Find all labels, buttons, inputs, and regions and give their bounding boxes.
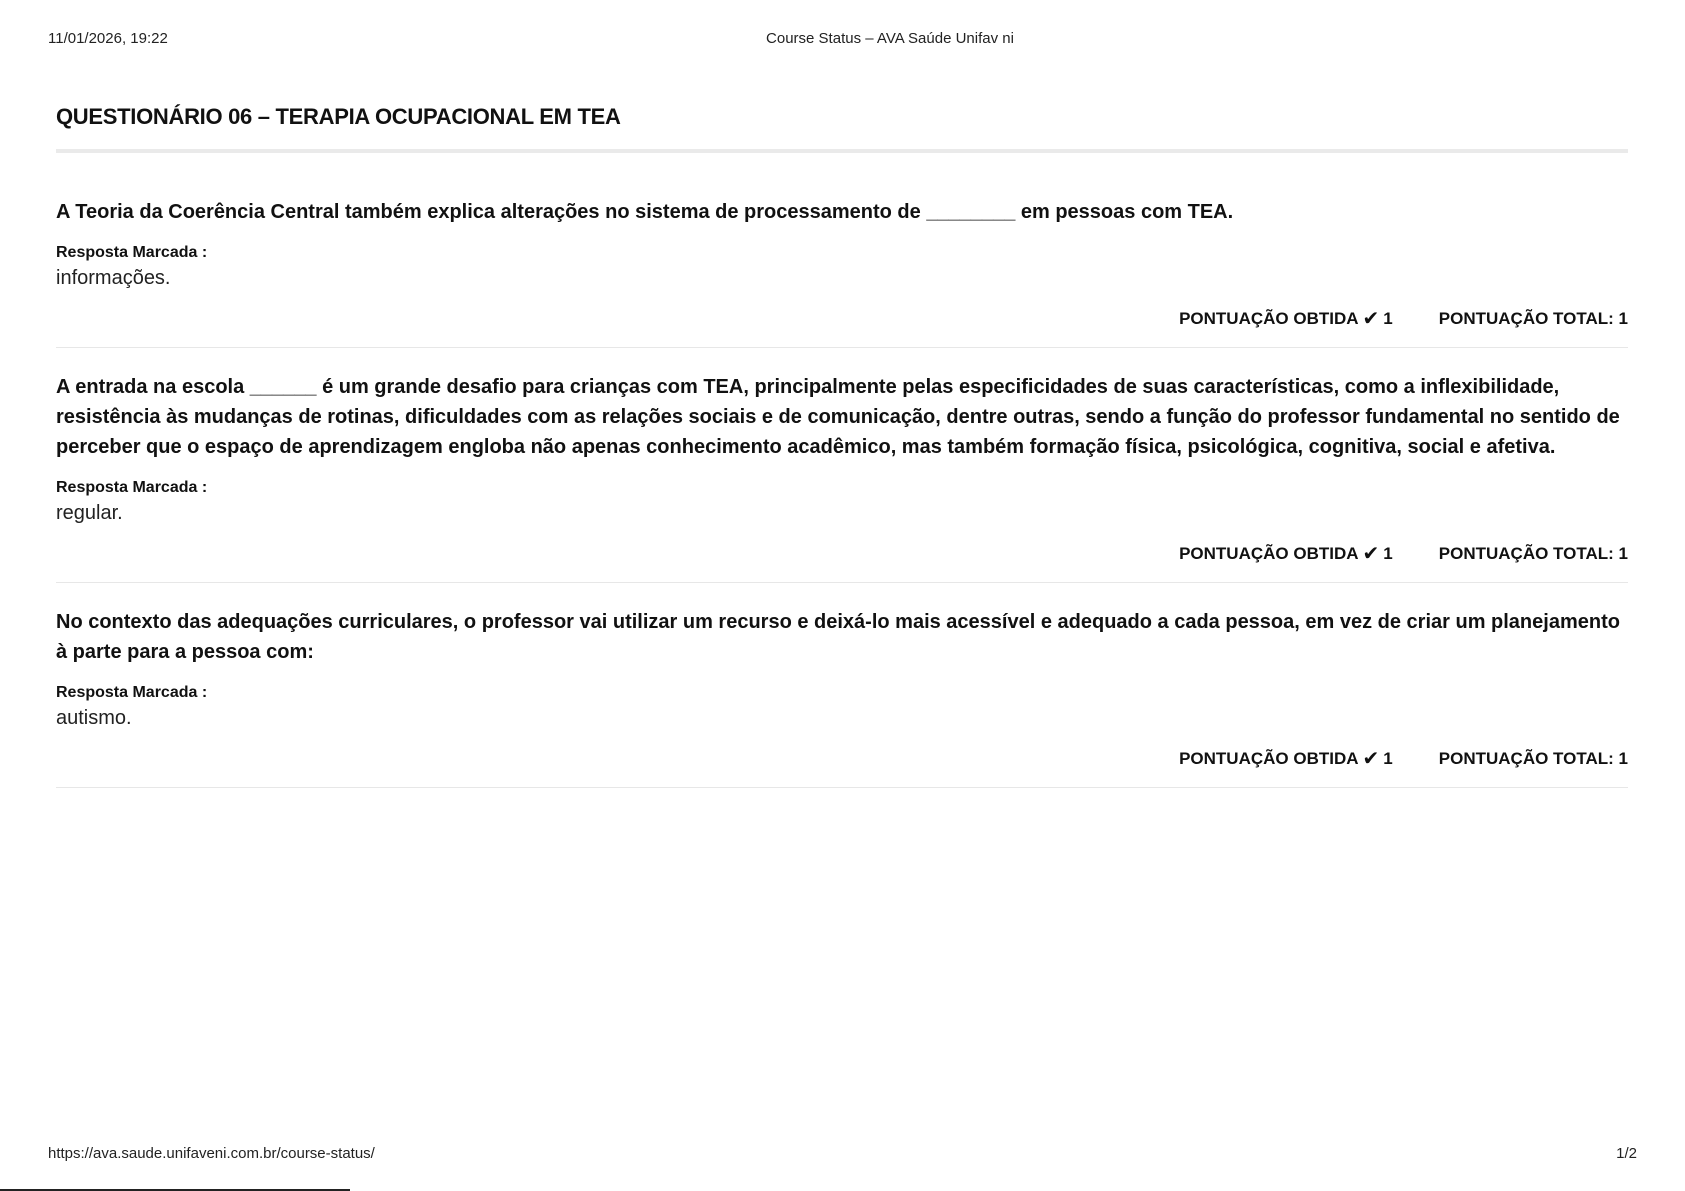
answer-value: regular. — [56, 502, 123, 524]
score-obtained-value: 1 — [1383, 749, 1393, 768]
score-obtained — [1179, 309, 1393, 329]
check-icon: ✔ — [1362, 748, 1380, 770]
answer-value: autismo. — [56, 707, 132, 729]
score-total-value: 1 — [1618, 749, 1628, 768]
question-block — [56, 153, 1628, 348]
question-block — [56, 348, 1628, 583]
print-page-title: Course Status – AVA Saúde Unifav ni — [766, 30, 1014, 47]
score-obtained — [1179, 749, 1393, 769]
score-obtained-label: PONTUAÇÃO OBTIDA — [1179, 309, 1359, 328]
score-row — [56, 544, 1628, 564]
score-obtained-label: PONTUAÇÃO OBTIDA — [1179, 544, 1359, 563]
score-obtained-label: PONTUAÇÃO OBTIDA — [1179, 749, 1359, 768]
score-total-value: 1 — [1618, 544, 1628, 563]
quiz-content — [56, 96, 1628, 788]
print-datetime: 11/01/2026, 19:22 — [48, 30, 168, 47]
answer-label: Resposta Marcada : — [56, 479, 208, 496]
check-icon: ✔ — [1362, 308, 1380, 330]
question-block — [56, 583, 1628, 788]
quiz-title: QUESTIONÁRIO 06 – TERAPIA OCUPACIONAL EM TEA — [56, 104, 1628, 153]
score-obtained — [1179, 544, 1393, 564]
answer-label: Resposta Marcada : — [56, 244, 208, 261]
question-text: No contexto das adequações curriculares, o professor vai utilizar um recurso e deixá-lo mais acessível e adequado a cada pessoa, em vez de criar um planejamento à parte para a pessoa com: — [56, 611, 1620, 663]
answer-label: Resposta Marcada : — [56, 684, 208, 701]
score-obtained-value: 1 — [1383, 309, 1393, 328]
print-page-number: 1/2 — [1616, 1145, 1637, 1162]
question-text: A Teoria da Coerência Central também explica alterações no sistema de processamento de ________ em pessoas com TEA. — [56, 201, 1234, 223]
score-obtained-value: 1 — [1383, 544, 1393, 563]
score-total — [1439, 309, 1628, 329]
score-row — [56, 309, 1628, 329]
score-total — [1439, 749, 1628, 769]
score-total-label: PONTUAÇÃO TOTAL: — [1438, 309, 1614, 328]
check-icon: ✔ — [1362, 543, 1380, 565]
print-url: https://ava.saude.unifaveni.com.br/course-status/ — [48, 1145, 375, 1162]
score-total-value: 1 — [1618, 309, 1628, 328]
score-total-label: PONTUAÇÃO TOTAL: — [1438, 749, 1614, 768]
score-total-label: PONTUAÇÃO TOTAL: — [1438, 544, 1614, 563]
score-total — [1439, 544, 1628, 564]
answer-value: informações. — [56, 267, 171, 289]
score-row — [56, 749, 1628, 769]
question-text: A entrada na escola ______ é um grande desafio para crianças com TEA, principalmente pelas especificidades de suas características, como a inflexibilidade, resistência às mudanças de rotinas, dificuldades com as relações sociais e de comunicação, dentre outras, sendo a função do professor fundamental no sentido de perceber que o espaço de aprendizagem engloba não apenas conhecimento acadêmico, mas também formação física, psicológica, cognitiva, social e afetiva. — [56, 376, 1620, 458]
